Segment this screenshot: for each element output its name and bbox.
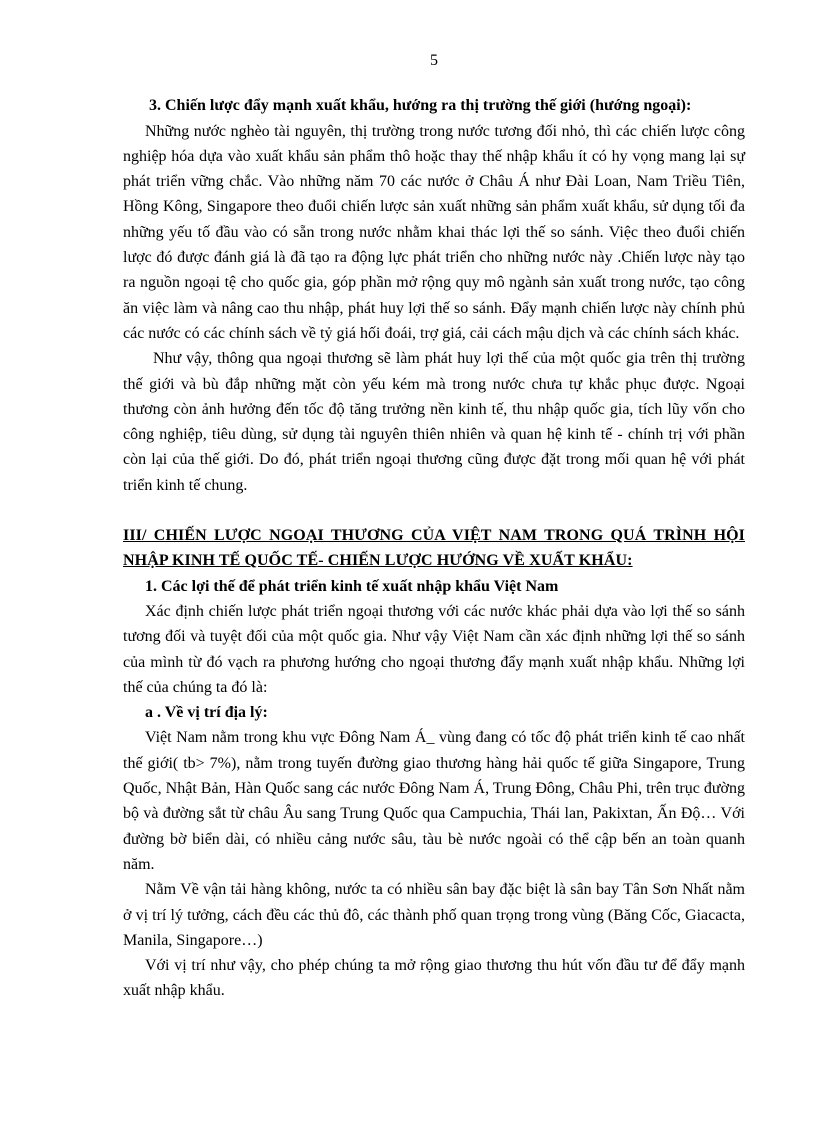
subsection-1-heading: 1. Các lợi thế để phát triển kinh tế xuất nhập khẩu Việt Nam — [145, 577, 559, 595]
subsection-a-paragraph-1: Việt Nam nằm trong khu vực Đông Nam Á_ vùng đang có tốc độ phát triển kinh tế cao nhất thế giới( tb> 7%), nằm trong tuyến đường giao thương hàng hải quốc tế giữa Singapore, Trung Quốc, Nhật Bản, Hàn Quốc sang các nước Đông Nam Á, Trung Đông, Châu Phi, trên trục đường bộ và đường sắt từ châu Âu sang Trung Quốc qua Campuchia, Thái lan, Pakixtan, Ấn Độ… Với đường bờ biển dài, có nhiều cảng nước sâu, tàu bè nước ngoài có thể cập bến an toàn quanh năm. — [123, 729, 745, 873]
subsection-1-paragraph: Xác định chiến lược phát triển ngoại thương với các nước khác phải dựa vào lợi thế so sánh tương đối và tuyệt đối của một quốc gia. Như vậy Việt Nam cần xác định những lợi thế so sánh của mình từ đó vạch ra phương hướng cho ngoại thương đẩy mạnh xuất nhập khẩu. Những lợi thế của chúng ta đó là: — [123, 602, 745, 696]
page-number: 5 — [430, 52, 438, 69]
subsection-a-paragraph-3: Với vị trí như vậy, cho phép chúng ta mở rộng giao thương thu hút vốn đầu tư để đẩy mạnh xuất nhập khẩu. — [123, 957, 745, 1000]
section-3-heading: 3. Chiến lược đẩy mạnh xuất khẩu, hướng ra thị trường thế giới (hướng ngoại): — [149, 97, 692, 115]
spacer — [123, 498, 745, 523]
chapter-3-heading-line-2: NHẬP KINH TẾ QUỐC TẾ- CHIẾN LƯỢC HƯỚNG VỀ XUẤT KHẨU: — [123, 552, 633, 570]
chapter-3-heading-line-1: III/ CHIẾN LƯỢC NGOẠI THƯƠNG CỦA VIỆT NAM TRONG QUÁ TRÌNH HỘI — [123, 527, 745, 545]
section-3-paragraph-1: Những nước nghèo tài nguyên, thị trường trong nước tương đối nhỏ, thì các chiến lược công nghiệp hóa dựa vào xuất khẩu sản phẩm thô hoặc thay thế nhập khẩu ít có hy vọng mang lại sự phát triển vững chắc. Vào những năm 70 các nước ở Châu Á như Đài Loan, Nam Triều Tiên, Hồng Kông, Singapore theo đuổi chiến lược sản xuất những sản phẩm xuất khẩu, sử dụng tối đa những yếu tố đầu vào có sẵn trong nước nhằm khai thác lợi thế so sánh. Việc theo đuổi chiến lược đó được đánh giá là đã tạo ra động lực phát triển cho những nước này .Chiến lược này tạo ra nguồn ngoại tệ cho quốc gia, góp phần mở rộng quy mô ngành sản xuất trong nước, tạo công ăn việc làm và nâng cao thu nhập, phát huy lợi thế so sánh. Đẩy mạnh chiến lược này chính phủ các nước có các chính sách về tỷ giá hối đoái, trợ giá, cải cách mậu dịch và các chính sách khác. — [123, 122, 745, 342]
document-page — [123, 48, 745, 1004]
section-3-paragraph-2: Như vậy, thông qua ngoại thương sẽ làm phát huy lợi thế của một quốc gia trên thị trường thế giới và bù đắp những mặt còn yếu kém mà trong nước chưa tự khắc phục được. Ngoại thương còn ảnh hưởng đến tốc độ tăng trưởng nền kinh tế, thu nhập quốc gia, tích lũy vốn cho công nghiệp, tiêu dùng, sử dụng tài nguyên thiên nhiên và quan hệ kinh tế - chính trị với phần còn lại của thế giới. Do đó, phát triển ngoại thương cũng được đặt trong mối quan hệ với phát triển kinh tế chung. — [123, 350, 745, 494]
subsection-a-paragraph-2: Nằm Về vận tải hàng không, nước ta có nhiều sân bay đặc biệt là sân bay Tân Sơn Nhất nằm ở vị trí lý tưởng, cách đều các thủ đô, các thành phố quan trọng trong vùng (Băng Cốc, Giacacta, Manila, Singapore…) — [123, 881, 745, 949]
subsection-a-heading: a . Về vị trí địa lý: — [145, 704, 268, 722]
